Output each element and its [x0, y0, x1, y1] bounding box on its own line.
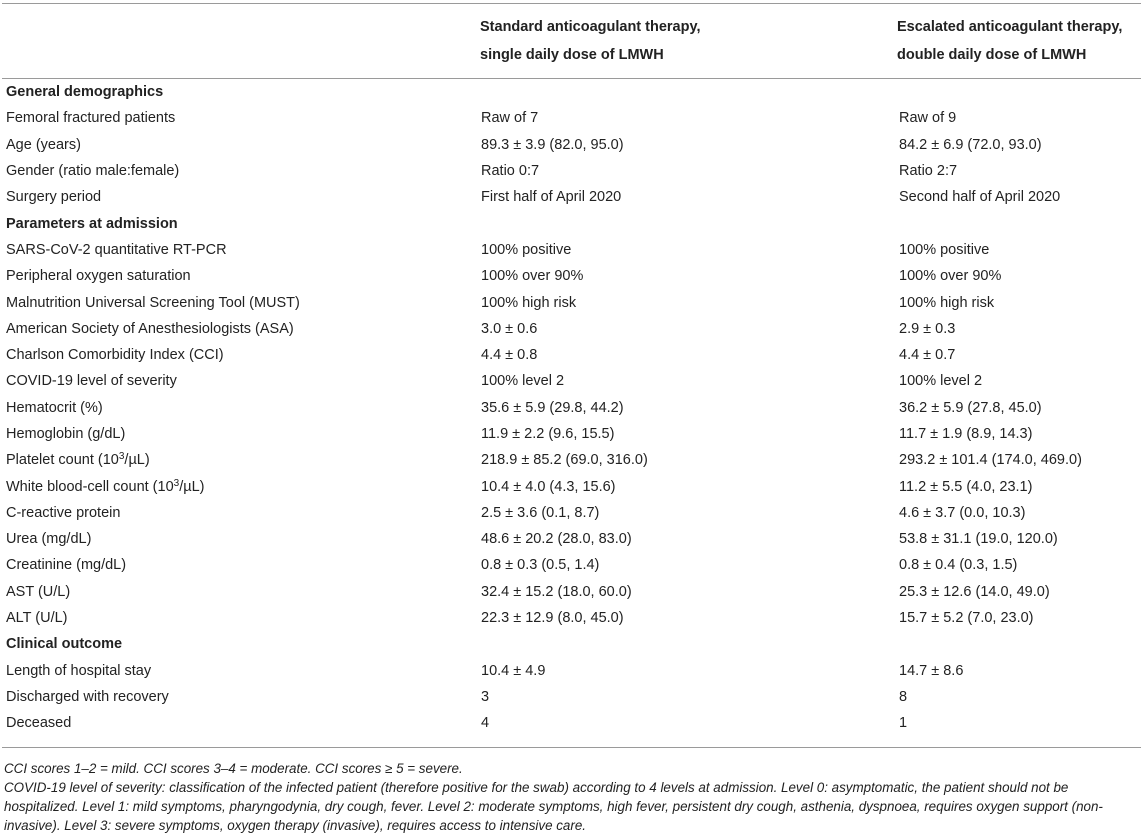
standard-therapy-cell: [481, 631, 899, 657]
header-standard-line1: Standard anticoagulant therapy,: [480, 19, 701, 35]
table-row: [2, 500, 1141, 526]
row-label-text: Deceased: [6, 715, 72, 732]
row-label: [2, 105, 481, 131]
standard-therapy-cell: 100% over 90%: [481, 268, 584, 285]
standard-therapy-cell: 2.5 ± 3.6 (0.1, 8.7): [481, 504, 600, 521]
header-escalated-line1: Escalated anticoagulant therapy,: [897, 19, 1123, 35]
table-body: [2, 79, 1141, 736]
footnotes: [4, 759, 1139, 835]
escalated-therapy-cell: [899, 631, 1141, 657]
row-label: [2, 684, 481, 710]
table-row: [2, 605, 1141, 631]
row-label-text: Femoral fractured patients: [6, 110, 176, 127]
row-label-text: C-reactive protein: [6, 504, 121, 521]
standard-therapy-cell: 32.4 ± 15.2 (18.0, 60.0): [481, 583, 632, 600]
escalated-therapy-cell: 36.2 ± 5.9 (27.8, 45.0): [899, 399, 1042, 416]
escalated-therapy-cell: 53.8 ± 31.1 (19.0, 120.0): [899, 531, 1058, 548]
standard-therapy-cell: 100% positive: [481, 241, 572, 258]
escalated-therapy-cell: 4.6 ± 3.7 (0.0, 10.3): [899, 504, 1026, 521]
row-label: [2, 263, 481, 289]
table-row: [2, 658, 1141, 684]
standard-therapy-cell: 22.3 ± 12.9 (8.0, 45.0): [481, 610, 624, 627]
escalated-therapy-cell: 25.3 ± 12.6 (14.0, 49.0): [899, 583, 1050, 600]
section-heading: [2, 631, 481, 657]
row-label-text: American Society of Anesthesiologists (ASA): [6, 320, 294, 337]
table-row: [2, 237, 1141, 263]
standard-therapy-cell: 10.4 ± 4.0 (4.3, 15.6): [481, 478, 616, 495]
row-label: [2, 526, 481, 552]
table-row: [2, 289, 1141, 315]
standard-therapy-cell: Ratio 0:7: [481, 163, 540, 180]
row-label: [2, 710, 481, 736]
row-label-text: Age (years): [6, 136, 81, 153]
table-row: [2, 579, 1141, 605]
standard-therapy-cell: 100% high risk: [481, 294, 577, 311]
escalated-therapy-cell: Second half of April 2020: [899, 189, 1061, 206]
escalated-therapy-cell: 15.7 ± 5.2 (7.0, 23.0): [899, 610, 1034, 627]
standard-therapy-cell: 218.9 ± 85.2 (69.0, 316.0): [481, 452, 648, 469]
row-label: [2, 421, 481, 447]
escalated-therapy-cell: 2.9 ± 0.3: [899, 320, 956, 337]
row-label-text: Length of hospital stay: [6, 662, 152, 679]
row-label: [2, 342, 481, 368]
section-row: [2, 79, 1141, 105]
row-label-text: Hemoglobin (g/dL): [6, 426, 126, 442]
top-rule: [2, 3, 1141, 4]
header-standard-line2: single daily dose of LMWH: [480, 47, 664, 63]
header-escalated-line2: double daily dose of LMWH: [897, 47, 1087, 63]
row-label: [2, 579, 481, 605]
table-row: [2, 368, 1141, 394]
escalated-therapy-cell: 14.7 ± 8.6: [899, 662, 964, 679]
escalated-therapy-cell: [899, 210, 1141, 236]
row-label-text: Surgery period: [6, 189, 102, 206]
standard-therapy-cell: First half of April 2020: [481, 189, 622, 206]
row-label: [2, 552, 481, 578]
table-row: [2, 105, 1141, 131]
row-label-text: General demographics: [6, 84, 164, 101]
row-label-text: COVID-19 level of severity: [6, 373, 177, 390]
standard-therapy-cell: 100% level 2: [481, 373, 565, 390]
row-label-text: Platelet count (10: [6, 452, 119, 469]
escalated-therapy-cell: 100% level 2: [899, 373, 983, 390]
table-row: [2, 132, 1141, 158]
row-label-text: Malnutrition Universal Screening Tool (MUST): [6, 294, 300, 311]
row-label: [2, 289, 481, 315]
standard-therapy-cell: 3.0 ± 0.6: [481, 320, 538, 337]
data-table: [2, 79, 1141, 736]
row-label-text: Charlson Comorbidity Index (CCI): [6, 347, 224, 364]
escalated-therapy-cell: 100% high risk: [899, 294, 995, 311]
standard-therapy-cell: 35.6 ± 5.9 (29.8, 44.2): [481, 399, 624, 416]
row-label-superscript: 3: [173, 477, 180, 489]
row-label-text: ALT (U/L): [6, 610, 68, 627]
row-label-text: Hematocrit (%): [6, 399, 103, 416]
escalated-therapy-cell: 84.2 ± 6.9 (72.0, 93.0): [899, 136, 1042, 153]
row-label-text: SARS-CoV-2 quantitative RT-PCR: [6, 241, 227, 258]
section-heading: [2, 210, 481, 236]
escalated-therapy-cell: Raw of 9: [899, 110, 957, 127]
standard-therapy-cell: 0.8 ± 0.3 (0.5, 1.4): [481, 557, 600, 574]
standard-therapy-cell: 10.4 ± 4.9: [481, 662, 546, 679]
row-label-unit: /µL): [124, 452, 150, 469]
row-label: [2, 158, 481, 184]
footnote-cci: CCI scores 1–2 = mild. CCI scores 3–4 = moderate. CCI scores ≥ 5 = severe.: [4, 761, 463, 776]
table-row: [2, 263, 1141, 289]
escalated-therapy-cell: 8: [899, 688, 908, 705]
row-label-text: AST (U/L): [6, 583, 71, 600]
table-row: [2, 447, 1141, 473]
table-row: [2, 710, 1141, 736]
table-row: [2, 684, 1141, 710]
row-label-text: Discharged with recovery: [6, 688, 169, 705]
footnote-severity: COVID-19 level of severity: classification of the infected patient (therefore positive for the swab) according to 4 levels at admission. Level 0: asymptomatic, the patient should not be hospitalized. Level 1: mild symptoms, pharyngodynia, dry cough, fever. Level 2: moderate symptoms, high fever, persistent dry cough, asthenia, dyspnoea, requires oxygen support (non-invasive). Level 3: severe symptoms, oxygen therapy (invasive), requires access to intensive care.: [4, 780, 1103, 833]
escalated-therapy-cell: [899, 79, 1141, 105]
table-row: [2, 184, 1141, 210]
section-heading: [2, 79, 481, 105]
table-row: [2, 473, 1141, 499]
escalated-therapy-cell: 100% over 90%: [899, 268, 1002, 285]
standard-therapy-cell: 48.6 ± 20.2 (28.0, 83.0): [481, 531, 632, 548]
row-label-superscript: 3: [118, 451, 125, 463]
row-label-unit: /µL): [179, 478, 205, 495]
escalated-therapy-cell: 293.2 ± 101.4 (174.0, 469.0): [899, 452, 1082, 469]
standard-therapy-cell: Raw of 7: [481, 110, 539, 127]
escalated-therapy-cell: 11.2 ± 5.5 (4.0, 23.1): [899, 478, 1033, 495]
escalated-therapy-cell: 4.4 ± 0.7: [899, 347, 956, 364]
header-standard-therapy: [480, 13, 701, 69]
standard-therapy-cell: 3: [481, 688, 490, 705]
section-row: [2, 631, 1141, 657]
standard-therapy-cell: 4.4 ± 0.8: [481, 347, 538, 364]
row-label: [2, 447, 481, 473]
escalated-therapy-cell: 11.7 ± 1.9 (8.9, 14.3): [899, 426, 1033, 442]
escalated-therapy-cell: 100% positive: [899, 241, 990, 258]
standard-therapy-cell: 11.9 ± 2.2 (9.6, 15.5): [481, 426, 615, 442]
escalated-therapy-cell: 1: [899, 715, 908, 732]
row-label: [2, 184, 481, 210]
table-row: [2, 421, 1141, 447]
row-label: [2, 316, 481, 342]
standard-therapy-cell: 89.3 ± 3.9 (82.0, 95.0): [481, 136, 624, 153]
row-label-text: Parameters at admission: [6, 215, 178, 232]
standard-therapy-cell: [481, 79, 899, 105]
row-label: [2, 395, 481, 421]
standard-therapy-cell: 4: [481, 715, 490, 732]
row-label-text: Gender (ratio male:female): [6, 163, 180, 180]
table-row: [2, 552, 1141, 578]
row-label-text: Peripheral oxygen saturation: [6, 268, 191, 285]
row-label: [2, 237, 481, 263]
table-row: [2, 395, 1141, 421]
row-label-text: White blood-cell count (10: [6, 478, 174, 495]
table-row: [2, 342, 1141, 368]
escalated-therapy-cell: Ratio 2:7: [899, 163, 958, 180]
standard-therapy-cell: [481, 210, 899, 236]
row-label: [2, 473, 481, 499]
row-label: [2, 500, 481, 526]
row-label-text: Creatinine (mg/dL): [6, 557, 127, 574]
table-row: [2, 158, 1141, 184]
table-row: [2, 316, 1141, 342]
row-label: [2, 605, 481, 631]
header-escalated-therapy: [897, 13, 1122, 69]
table-row: [2, 526, 1141, 552]
row-label: [2, 368, 481, 394]
row-label: [2, 658, 481, 684]
row-label: [2, 132, 481, 158]
section-row: [2, 210, 1141, 236]
bottom-rule: [2, 747, 1141, 748]
row-label-text: Urea (mg/dL): [6, 531, 92, 548]
row-label-text: Clinical outcome: [6, 636, 123, 653]
escalated-therapy-cell: 0.8 ± 0.4 (0.3, 1.5): [899, 557, 1018, 574]
